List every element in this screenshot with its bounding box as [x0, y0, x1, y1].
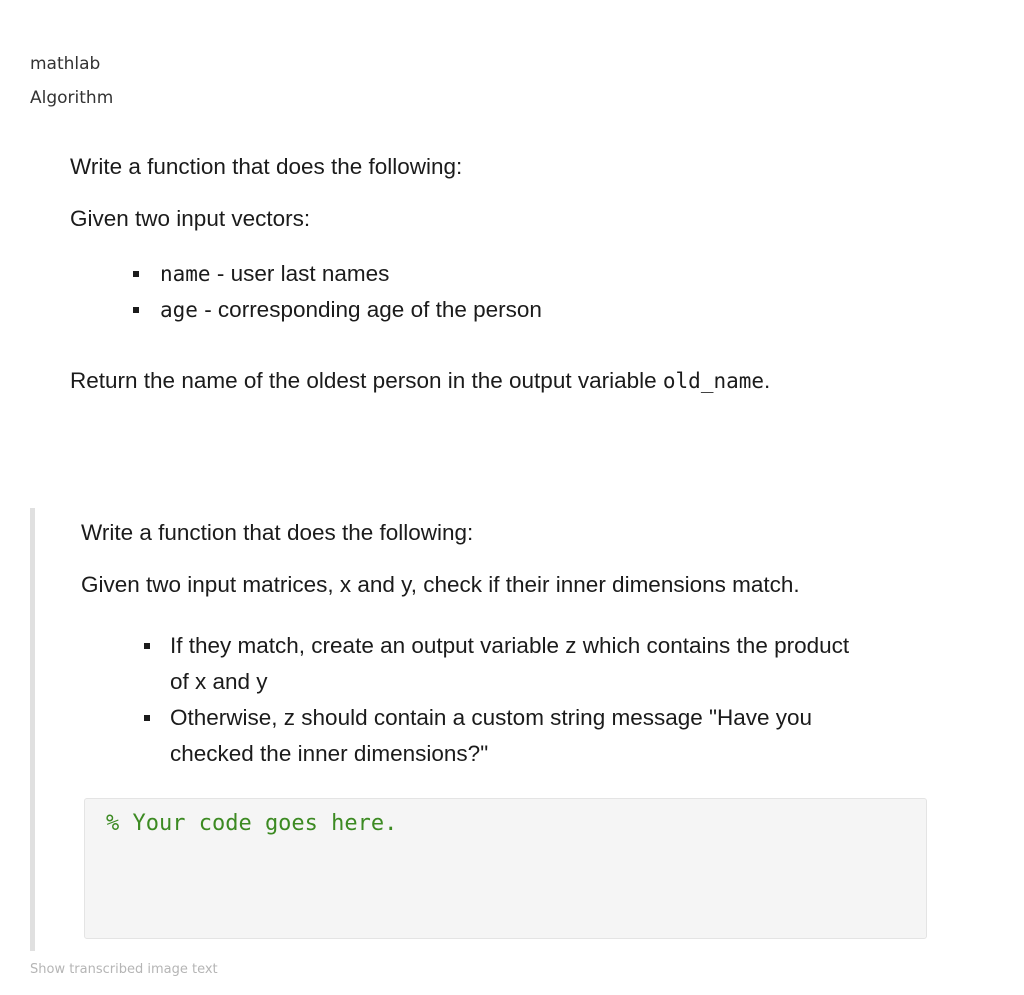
question-1-given: Given two input vectors: [70, 206, 311, 231]
list-item [132, 256, 542, 292]
transcribed-text-label[interactable]: Show transcribed image text [30, 962, 218, 977]
question-1-return [70, 364, 770, 398]
inline-code: age [160, 298, 198, 322]
bullet-text: - corresponding age of the person [197, 297, 542, 322]
inline-code: name [160, 262, 211, 286]
question-2-intro: Write a function that does the following: [81, 520, 474, 545]
question-2-bullets [143, 628, 863, 772]
list-item: Otherwise, z should contain a custom string message "Have you checked the inner dimensions?" [143, 700, 863, 772]
question-2-quote [30, 508, 935, 951]
question-1-bullets [132, 256, 542, 328]
transcribed-text-link[interactable] [30, 962, 250, 978]
list-item [132, 292, 542, 328]
return-text: Return the name of the oldest person in the output variable [70, 368, 663, 393]
topic-tag[interactable]: Algorithm [30, 88, 114, 108]
inline-code: old_name [662, 369, 765, 393]
subject-tag[interactable]: mathlab [30, 54, 101, 74]
question-2-given: Given two input matrices, x and y, check if their inner dimensions match. [81, 572, 800, 597]
return-suffix: . [764, 368, 771, 393]
code-editor[interactable] [84, 798, 927, 939]
code-placeholder[interactable]: % Your code goes here. [106, 811, 398, 836]
list-item: If they match, create an output variable z which contains the product of x and y [143, 628, 863, 700]
question-1-intro: Write a function that does the following: [70, 154, 463, 179]
bullet-text: - user last names [210, 261, 390, 286]
